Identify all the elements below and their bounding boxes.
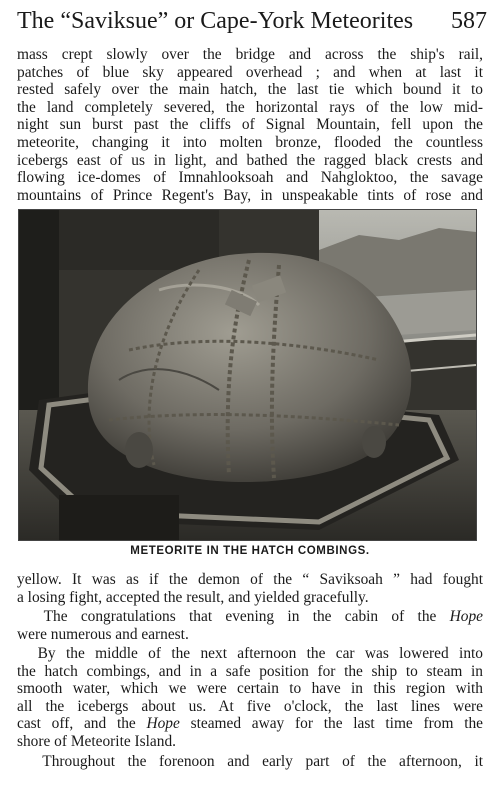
text-line: a losing fight, accepted the result, and yielded gracefully. [17,588,369,606]
text-line [17,608,483,626]
text-line: shore of Meteorite Island. [17,733,176,750]
text-line: yellow. It was as if the demon of the “ Saviksoah ” had fought [17,571,483,588]
text-fragment: The congratulations that evening in the cabin of the [43,608,450,625]
text-line: patches of blue sky appeared overhead ; and when at last it [17,63,483,81]
text-line: rested safely over the main hatch, the last tie which bound it to [17,81,483,99]
text-line [17,753,483,771]
text-line: mass crept slowly over the bridge and across the ship's rail, [17,46,483,63]
paragraph-4 [17,753,483,771]
text-line: flowing ice-domes of Imnahlooksoah and Nahgloktoo, the savage [17,169,483,187]
figure-caption: METEORITE IN THE HATCH COMBINGS. [130,545,370,557]
text-line: the land completely severed, the horizontal rays of the low mid- [17,98,483,116]
running-title: The “Saviksue” or Cape-York Meteorites [17,8,414,34]
text-fragment: Throughout the forenoon and early part of the afternoon, it [42,753,483,770]
text-line: the hatch combings, and in a safe position for the ship to steam in [17,662,483,680]
text-line: meteorite, changing it into molten bronze, flooded the countless [17,133,483,151]
paragraph-1 [17,571,483,589]
text-line [17,645,483,663]
meteorite-photograph [18,209,477,541]
text-line: mountains of Prince Regent's Bay, in unspeakable tints of rose and [17,186,483,204]
text-line: icebergs east of us in light, and bathed the ragged black crests and [17,151,483,169]
text-line [17,715,483,733]
paragraph-3-end [17,733,483,751]
paragraph-1-end [17,589,483,607]
top-paragraph [17,46,483,204]
paragraph-3 [17,645,483,733]
text-fragment: steamed away for the last time from the [179,715,483,733]
paragraph-2-end [17,626,483,644]
text-line: night sun burst past the cliffs of Signal Mountain, fell upon the [17,116,483,134]
page-number: 587 [451,8,487,34]
text-line: all the icebergs about us. At five o'clock, the last lines were [17,697,483,715]
text-fragment: By the middle of the next afternoon the car was lowered into [37,645,483,662]
text-fragment: cast off, and the [17,715,147,733]
text-line: were numerous and earnest. [17,625,189,643]
ship-name-hope: Hope [146,715,180,733]
text-line: smooth water, which we were certain to have in this region with [17,680,483,698]
paragraph-2 [17,608,483,626]
ship-name-hope: Hope [449,608,483,625]
